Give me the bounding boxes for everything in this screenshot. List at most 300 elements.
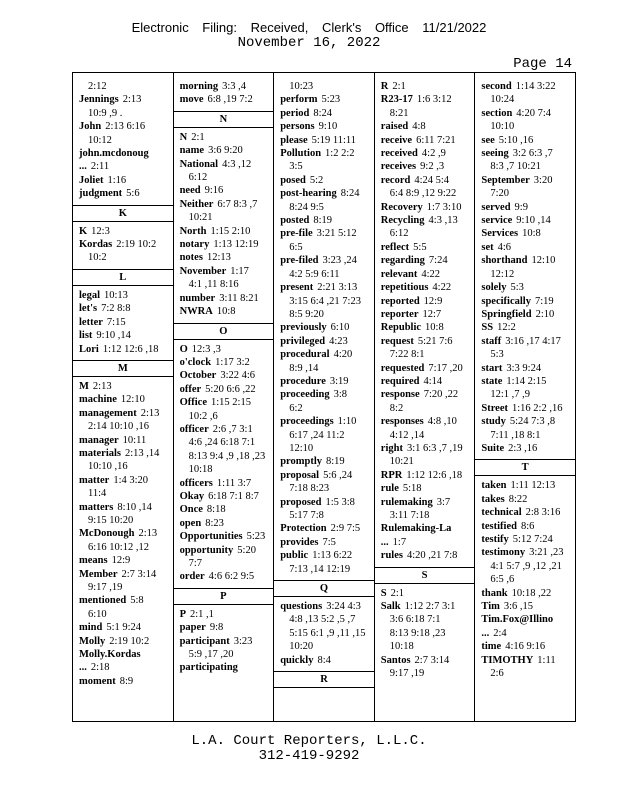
page-line-ref: 3:23 (233, 635, 253, 647)
page-line-ref: 2:13 (138, 528, 158, 540)
index-word: K (79, 225, 88, 237)
index-word: O (179, 343, 188, 355)
index-word: request (380, 335, 414, 347)
index-word: John (79, 121, 102, 133)
page-line-ref: 8:21 (389, 107, 409, 119)
index-entry (481, 227, 571, 240)
index-entry (180, 544, 270, 571)
page-line-ref: 3:2 6:3 ,7 (512, 148, 553, 160)
index-entry (280, 120, 370, 133)
index-entry (481, 640, 571, 653)
page-line-ref: 6:8 ,19 7:2 (207, 94, 253, 106)
index-word: period (280, 107, 310, 119)
index-word: section (481, 107, 513, 119)
index-word: thank (481, 587, 508, 599)
index-entry (481, 321, 571, 334)
page-line-ref: 2:1 (392, 81, 406, 92)
index-word: right (380, 442, 403, 454)
index-word: opportunity (179, 544, 234, 556)
index-word: need (179, 185, 201, 197)
index-entry (381, 214, 471, 241)
index-entry (381, 134, 471, 147)
page-number: Page 14 (513, 56, 572, 72)
index-entry (280, 227, 370, 254)
index-word: means (79, 555, 108, 567)
index-entry (79, 474, 169, 501)
index-entry (481, 479, 571, 492)
page-line-ref: 10:21 (389, 456, 414, 468)
index-entry (180, 570, 270, 583)
page-line-ref: 3:11 7:18 (389, 510, 430, 521)
page-line-ref: 8:19 (326, 456, 345, 468)
index-word: required (380, 375, 420, 387)
index-entry (180, 292, 270, 305)
page-line-ref: 2:13 (122, 94, 142, 106)
index-column-2 (174, 73, 275, 721)
index-entry (180, 396, 270, 423)
page-line-ref: 6:12 (389, 228, 409, 240)
index-word: reported (380, 295, 420, 307)
page-line-ref: 7:13 ,14 12:19 (289, 563, 351, 575)
page-line-ref: 8:19 (313, 215, 333, 227)
index-entry (381, 415, 471, 442)
index-word: service (481, 215, 513, 227)
index-entry (381, 160, 471, 173)
page-line-ref: 7:11 ,18 8:1 (490, 429, 541, 441)
index-word: posted (280, 215, 310, 227)
page-line-ref: 5:20 6:6 ,22 (205, 383, 256, 395)
index-entry (481, 402, 571, 415)
index-entry (280, 107, 370, 120)
index-word: testified (481, 520, 517, 532)
section-header: T (475, 459, 575, 476)
index-entry (381, 174, 471, 201)
page-line-ref: 4:8 ,13 5:2 ,5 ,7 (289, 614, 356, 626)
index-entry (280, 654, 370, 667)
index-entry (180, 144, 270, 157)
index-entry (280, 174, 370, 187)
page-line-ref: 5:23 (246, 531, 266, 543)
index-entry (79, 675, 169, 688)
index-word: solely (481, 282, 507, 294)
index-entry (180, 503, 270, 516)
page-line-ref: 1:14 3:22 (515, 81, 556, 92)
index-word: time (481, 641, 502, 653)
index-entry (180, 305, 270, 318)
page-line-ref: 11:4 (88, 488, 107, 500)
index-word: staff (481, 335, 502, 347)
index-entry (481, 134, 571, 147)
index-entry (481, 533, 571, 546)
index-entry (180, 490, 270, 503)
page-line-ref: 10:9 ,9 . (88, 107, 123, 119)
index-entry (180, 661, 270, 674)
index-entry (481, 241, 571, 254)
index-entry (381, 295, 471, 308)
index-word: Jennings (79, 94, 119, 106)
section-header: K (73, 205, 173, 222)
page-line-ref: 12:7 (422, 308, 442, 320)
index-word: specifically (481, 295, 531, 307)
index-entry (180, 517, 270, 530)
page-line-ref: 3:21 5:12 (316, 228, 357, 240)
index-entry (481, 147, 571, 174)
section-header: N (174, 111, 274, 128)
index-word: mentioned (79, 595, 127, 607)
index-word: officer (179, 423, 209, 435)
index-entry (180, 423, 270, 477)
page-line-ref: 4:6 6:2 9:5 (208, 571, 255, 583)
page-line-ref: 3:23 ,24 (322, 255, 357, 267)
index-word: see (481, 134, 495, 146)
page-line-ref: 10:11 (122, 434, 147, 446)
index-word: number (179, 292, 216, 304)
index-entry (79, 147, 169, 174)
page-line-ref: 10:18 (188, 464, 213, 476)
page-line-ref: 2:19 10:2 (109, 635, 150, 647)
page-line-ref: 6:17 ,24 11:2 (289, 429, 345, 441)
page-line-ref: 5:8 (130, 595, 144, 607)
page-line-ref: 4:16 9:16 (505, 641, 546, 653)
index-entry (180, 198, 270, 225)
index-entry (79, 343, 169, 356)
page-line-ref: 2:1 ,1 (190, 608, 214, 620)
index-word: please (280, 134, 308, 146)
page-line-ref: 1:12 2:7 3:1 (404, 601, 456, 613)
page-line-ref: 3:5 (289, 161, 303, 173)
index-word: Street (481, 402, 508, 414)
index-word: john.mcdonoug ... (79, 148, 149, 173)
page-line-ref: 9:8 (209, 622, 224, 634)
section-header: Q (274, 580, 374, 597)
index-word: Springfield (481, 308, 532, 320)
page-line-ref: 4:1 ,11 8:16 (188, 279, 239, 291)
page-line-ref: 4:12 ,14 (389, 429, 425, 441)
index-entry (381, 375, 471, 388)
index-entry (381, 522, 471, 549)
index-entry (481, 80, 571, 107)
page-line-ref: 2:6 (490, 668, 504, 680)
index-word: regarding (380, 255, 425, 267)
index-entry (79, 621, 169, 634)
page-line-ref: 8:4 (317, 654, 331, 666)
index-word: public (280, 550, 309, 562)
page-line-ref: 9:17 ,19 (389, 668, 425, 680)
index-word: study (481, 416, 506, 428)
index-entry (381, 308, 471, 321)
index-word: Member (79, 568, 118, 580)
page-line-ref: 5:21 7:6 (417, 335, 453, 347)
index-entry (481, 335, 571, 362)
index-entry (381, 268, 471, 281)
page-line-ref: 4:6 (497, 241, 512, 253)
index-entry (280, 388, 370, 415)
index-word: move (179, 94, 204, 106)
index-entry (79, 501, 169, 528)
index-entry (381, 321, 471, 334)
index-column-4 (375, 73, 476, 721)
index-entry (381, 201, 471, 214)
index-word: November (179, 265, 227, 277)
index-word: provides (280, 536, 319, 548)
index-word: raised (380, 121, 409, 133)
index-word: M (79, 380, 89, 392)
page-line-ref: 8:24 (313, 107, 333, 119)
index-entry (280, 455, 370, 468)
index-entry (79, 527, 169, 554)
index-entry (180, 369, 270, 382)
page-line-ref: 7:15 (106, 316, 126, 328)
page-line-ref: 12:10 (289, 442, 314, 454)
index-word: Recovery (380, 201, 423, 213)
page-line-ref: 3:3 9:24 (506, 362, 542, 374)
index-entry (180, 383, 270, 396)
index-column-1 (73, 73, 174, 721)
index-entry (180, 225, 270, 238)
index-entry (381, 482, 471, 495)
page-line-ref: 2:12 (88, 81, 107, 92)
index-entry (180, 251, 270, 264)
page-line-ref: 4:3 ,12 (222, 158, 252, 170)
index-entry (79, 635, 169, 648)
index-word: Neither (179, 198, 214, 210)
index-word: Molly.Kordas ... (79, 649, 141, 674)
index-word: moment (79, 675, 116, 687)
page-line-ref: 3:8 (333, 389, 347, 401)
index-entry (79, 302, 169, 315)
index-word: Once (179, 504, 203, 516)
index-word: state (481, 375, 503, 387)
page-line-ref: 5:3 (490, 349, 504, 361)
page-line-ref: 6:10 (330, 322, 350, 334)
index-entry (481, 214, 571, 227)
index-entry (180, 131, 270, 144)
section-header: M (73, 360, 173, 377)
page-line-ref: 4:2 ,9 (421, 148, 446, 160)
index-word: manager (79, 434, 119, 446)
page-line-ref: 1:15 2:10 (210, 225, 251, 237)
index-word: name (179, 145, 205, 157)
page-line-ref: 5:2 (309, 174, 324, 186)
page-line-ref: 10:12 (88, 134, 112, 146)
page-line-ref: 1:16 (107, 174, 127, 186)
page-line-ref: 4:8 ,10 (427, 416, 457, 428)
page-line-ref: 4:20 ,21 7:8 (406, 550, 458, 562)
page-line-ref: 1:17 (230, 265, 249, 277)
page-line-ref: 8:23 (205, 517, 224, 529)
index-word: offer (179, 383, 202, 395)
page-line-ref: 4:23 (329, 335, 348, 347)
index-entry (280, 80, 370, 93)
index-entry (79, 594, 169, 621)
index-word: Office (179, 397, 207, 409)
index-entry (481, 506, 571, 519)
page-line-ref: 7:5 (322, 536, 336, 548)
index-entry (381, 654, 471, 681)
index-word: present (280, 282, 314, 294)
page-line-ref: 2:4 (493, 627, 507, 639)
index-word: responses (380, 416, 424, 428)
index-entry (381, 549, 471, 562)
page-line-ref: 1:7 3:10 (426, 201, 462, 213)
page-line-ref: 7:17 ,20 (428, 362, 463, 374)
index-entry (381, 120, 471, 133)
index-word: post-hearing (280, 188, 337, 200)
page-line-ref: 12:2 (497, 322, 516, 334)
page-line-ref: 9:10 ,14 (96, 330, 131, 342)
index-entry (79, 554, 169, 567)
index-word: set (481, 241, 494, 253)
page-line-ref: 5:12 7:24 (512, 534, 553, 545)
index-entry (481, 295, 571, 308)
page-line-ref: 3:22 4:6 (220, 370, 256, 382)
index-word: shorthand (481, 255, 528, 267)
page-line-ref: 4:2 5:9 6:11 (289, 268, 340, 280)
page-line-ref: 4:6 ,24 6:18 7:1 (188, 437, 256, 449)
page-line-ref: 10:23 (289, 81, 314, 92)
page-line-ref: 2:13 6:16 (105, 121, 146, 133)
index-word: privileged (280, 335, 326, 347)
page-line-ref: 12:9 (111, 555, 131, 567)
page-line-ref: 12:1 ,7 ,9 (490, 389, 531, 401)
index-word: P (179, 608, 187, 620)
page-line-ref: 1:5 3:8 (325, 496, 355, 508)
index-entry (280, 147, 370, 174)
page-line-ref: 10:2 ,6 (188, 410, 218, 422)
page-line-ref: 4:22 (432, 282, 452, 294)
index-entry (79, 238, 169, 265)
index-word: matters (79, 501, 114, 513)
index-word: participant (179, 635, 230, 647)
page-line-ref: 5:6 (126, 188, 140, 200)
page-line-ref: 8:18 (206, 504, 226, 516)
index-word: Recycling (380, 215, 425, 227)
page-line-ref: 1:11 (537, 654, 556, 666)
index-word: Protection (280, 523, 327, 535)
index-word: letter (79, 316, 103, 328)
index-entry (79, 447, 169, 474)
section-header: R (274, 671, 374, 688)
page-line-ref: 2:9 7:5 (330, 523, 361, 535)
page-line-ref: 10:21 (188, 212, 213, 224)
page-line-ref: 8:9 ,14 (289, 362, 319, 374)
index-word: S (380, 587, 387, 599)
index-word: taken (481, 480, 507, 492)
page-line-ref: 12:10 (531, 255, 556, 267)
index-word: record (380, 174, 411, 186)
index-word: received (380, 148, 418, 160)
section-header: P (174, 588, 274, 605)
index-word: open (179, 517, 202, 529)
page-line-ref: 8:10 ,14 (117, 501, 152, 513)
index-entry (180, 621, 270, 634)
index-word: proceedings (280, 416, 334, 428)
index-entry (280, 496, 370, 523)
index-word: North (179, 225, 207, 237)
index-entry (481, 546, 571, 586)
page-line-ref: 1:7 (392, 536, 407, 548)
index-word: NWRA (179, 306, 213, 318)
index-word: TIMOTHY (481, 654, 534, 666)
page-line-ref: 3:15 6:4 ,21 7:23 (289, 295, 361, 307)
page-line-ref: 3:7 (436, 496, 451, 508)
index-word: McDonough (79, 528, 135, 540)
index-entry (481, 281, 571, 294)
index-entry (381, 93, 471, 120)
page-line-ref: 7:20 ,22 (423, 389, 459, 401)
index-word: list (79, 330, 93, 342)
page-line-ref: 2:8 3:16 (525, 507, 561, 519)
page-line-ref: 5:19 11:11 (311, 134, 357, 146)
index-entry (481, 587, 571, 600)
index-entry (280, 348, 370, 375)
index-word: materials (79, 447, 121, 459)
page-line-ref: 10:2 (88, 252, 107, 264)
index-word: repetitious (380, 282, 429, 294)
index-word: proposed (280, 496, 322, 508)
index-word: procedural (280, 349, 330, 361)
page-line-ref: 2:14 10:10 ,16 (88, 421, 149, 433)
index-word: Santos (380, 654, 411, 666)
index-word: morning (179, 81, 219, 92)
index-word: testimony (481, 547, 526, 559)
index-word: mind (79, 622, 103, 634)
page-line-ref: 7:2 8:8 (101, 303, 131, 315)
page-line-ref: 1:15 2:15 (211, 397, 251, 409)
page-line-ref: 6:12 (188, 172, 208, 184)
index-entry (381, 241, 471, 254)
page-line-ref: 5:10 ,16 (498, 134, 534, 146)
page-line-ref: 4:3 ,13 (428, 215, 458, 227)
page-line-ref: 5:6 ,24 (323, 469, 353, 481)
index-entry (280, 600, 370, 654)
index-entry (280, 415, 370, 455)
page-line-ref: 12:12 (490, 268, 515, 280)
index-word: notes (179, 252, 203, 264)
index-word: rules (380, 550, 403, 562)
index-entry (180, 80, 270, 93)
page-line-ref: 5:24 7:3 ,8 (509, 416, 556, 428)
page-line-ref: 4:20 7:4 (516, 107, 552, 119)
index-entry (79, 568, 169, 595)
index-word: October (179, 370, 217, 382)
page-line-ref: 5:20 (237, 544, 256, 556)
index-word: let's (79, 303, 98, 315)
page-line-ref: 4:14 (423, 375, 443, 387)
index-word: Molly (79, 635, 106, 647)
page-line-ref: 6:4 8:9 ,12 9:22 (389, 188, 457, 200)
index-entry (280, 187, 370, 214)
page-line-ref: 2:6 ,7 3:1 (212, 423, 253, 435)
index-word: Joliet (79, 174, 104, 186)
index-entry (481, 362, 571, 375)
page-line-ref: 3:24 4:3 (326, 601, 361, 613)
index-word: technical (481, 507, 522, 519)
page-line-ref: 5:5 (413, 241, 427, 253)
page-line-ref: 8:3 ,7 10:21 (490, 161, 541, 173)
page-line-ref: 8:13 9:18 ,23 (389, 627, 446, 639)
index-entry (481, 613, 571, 640)
page-line-ref: 8:13 9:4 ,9 ,18 ,23 (188, 450, 266, 462)
index-word: second (481, 81, 512, 92)
page-line-ref: 10:8 (425, 322, 444, 334)
index-word: o'clock (179, 356, 212, 368)
page-line-ref: 5:9 ,17 ,20 (188, 649, 234, 661)
index-entry (180, 343, 270, 356)
index-entry (280, 254, 370, 281)
index-word: pre-filed (280, 255, 319, 267)
page-line-ref: 10:18 ,22 (511, 587, 552, 599)
